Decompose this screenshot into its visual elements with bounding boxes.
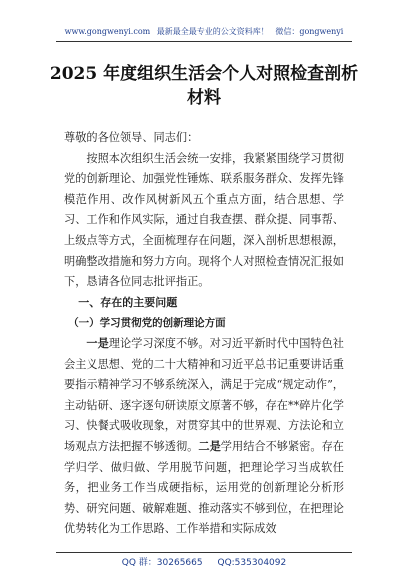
header-promo: 最新最全最专业的公文资料库！ [156,27,269,36]
point-1-text: 理论学习深度不够。对习近平新时代中国特色社会主义思想、党的二十大精神和习近平总书记重要讲话重要指示精神学习不够系统深入，满足于完成“规定动作”，主动钻研、逐字逐句研读原文原著不够，存在**碎片化学习、快餐式吸收现象，对贯穿其中的世界观、方法论和立场观点方法把握不够透彻。 [64,336,344,453]
intro-paragraph: 按照本次组织生活会统一安排，我紧紧围绕学习贯彻党的创新理论、加强党性锤炼、联系服务群众、发挥先锋模范作用、改作风树新风五个重点方面，结合思想、学习、工作和作风实际，通过自我查摆、群众提、同事帮、上级点等方式，全面梳理存在问题，深入剖析思想根源，明确整改措施和努力方向。现将个人对照检查情况汇报如下，恳请各位同志批评指正。 [64,151,344,289]
footer-qq: QQ:535304092 [217,558,287,568]
title-line-1: 2025 年度组织生活会个人对照检查剖析 [49,64,359,84]
paragraph-point-1 [64,334,344,540]
footer-qq-group: QQ 群：30265665 [121,558,203,568]
footer-divider [56,552,352,553]
header-site-link[interactable]: www.gongwenyi.com [64,27,151,36]
document-title [40,62,368,110]
subsection-heading: （一）学习贯彻党的创新理论方面 [68,317,226,330]
salutation: 尊敬的各位领导、同志们： [64,131,199,144]
page-footer [0,555,408,568]
document-body [64,128,344,540]
header-divider [56,41,352,42]
section-heading: 一、存在的主要问题 [78,295,178,309]
point-2-text: 学用结合不够紧密。存在学归学、做归做、学用脱节问题，把理论学习当成软任务，把业务工作当成硬指标，运用党的创新理论分析形势、研究问题、破解难题、推动落实不够到位，在把理论优势转化为工作思路、工作举措和实际成效 [64,439,344,536]
point-1-lead: 一是 [86,336,109,350]
point-2-lead: 二是 [198,439,221,453]
title-line-2: 材料 [187,88,221,108]
page-header [0,26,408,37]
header-wechat: 微信：gongwenyi [275,27,344,36]
